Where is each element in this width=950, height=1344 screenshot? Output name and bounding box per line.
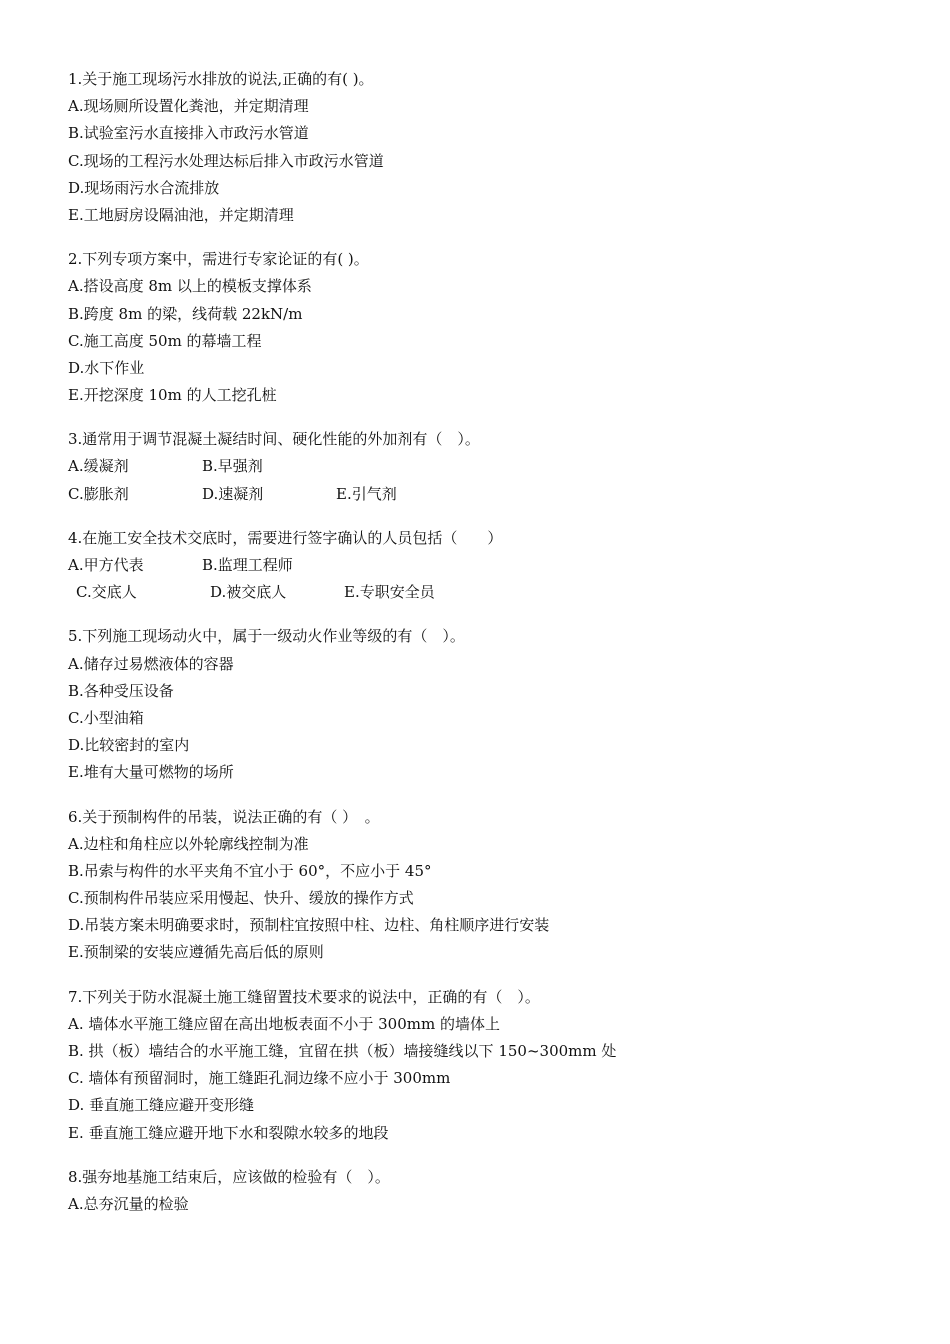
option-e: E.开挖深度 10m 的人工挖孔桩 <box>68 386 277 405</box>
question-4 <box>68 525 928 607</box>
option-d: D. 垂直施工缝应避开变形缝 <box>68 1096 255 1115</box>
option-b: B.监理工程师 <box>202 556 293 574</box>
option-a: A.甲方代表 <box>68 556 144 574</box>
option-c: C.小型油箱 <box>68 708 144 727</box>
document-body <box>68 66 928 1235</box>
question-stem: 5.下列施工现场动火中，属于一级动火作业等级的有（ ）。 <box>68 627 465 646</box>
option-b: B.跨度 8m 的梁，线荷载 22kN/m <box>68 304 303 323</box>
question-stem: 4.在施工安全技术交底时，需要进行签字确认的人员包括（ ） <box>68 528 503 547</box>
option-a: A.总夯沉量的检验 <box>68 1194 189 1213</box>
option-d: D.比较密封的室内 <box>68 736 190 755</box>
option-a: A.现场厕所设置化粪池，并定期清理 <box>68 97 309 116</box>
option-b: B.试验室污水直接排入市政污水管道 <box>68 124 309 143</box>
option-b: B.各种受压设备 <box>68 681 174 700</box>
option-d: D.现场雨污水合流排放 <box>68 178 220 197</box>
question-5 <box>68 623 928 786</box>
option-d: D.速凝剂 <box>202 484 264 503</box>
question-1 <box>68 66 928 229</box>
option-c: C.施工高度 50m 的幕墙工程 <box>68 331 262 350</box>
option-e: E. 垂直施工缝应避开地下水和裂隙水较多的地段 <box>68 1123 389 1142</box>
question-2 <box>68 246 928 409</box>
option-d: D.被交底人 <box>210 583 287 602</box>
option-a: A.缓凝剂 <box>68 457 129 476</box>
question-3 <box>68 426 928 508</box>
option-row <box>68 453 928 480</box>
option-c: C.交底人 <box>76 583 137 602</box>
option-row <box>68 481 928 508</box>
question-stem: 1.关于施工现场污水排放的说法,正确的有( )。 <box>68 70 374 88</box>
question-stem: 6.关于预制构件的吊装，说法正确的有（ ） 。 <box>68 807 380 826</box>
question-7 <box>68 984 928 1147</box>
option-d: D.吊装方案未明确要求时，预制柱宜按照中柱、边柱、角柱顺序进行安装 <box>68 916 550 935</box>
option-c: C.膨胀剂 <box>68 484 129 503</box>
question-stem: 2.下列专项方案中，需进行专家论证的有( )。 <box>68 250 369 269</box>
option-a: A. 墙体水平施工缝应留在高出地板表面不小于 300mm 的墙体上 <box>68 1014 500 1033</box>
option-b: B. 拱（板）墙结合的水平施工缝，宜留在拱（板）墙接缝线以下 150~300mm 处 <box>68 1042 617 1060</box>
option-c: C. 墙体有预留洞时，施工缝距孔洞边缘不应小于 300mm <box>68 1069 451 1088</box>
option-a: A.储存过易燃液体的容器 <box>68 654 234 673</box>
option-a: A.搭设高度 8m 以上的模板支撑体系 <box>68 277 312 296</box>
option-d: D.水下作业 <box>68 358 145 377</box>
option-row <box>68 552 928 579</box>
question-stem: 3.通常用于调节混凝土凝结时间、硬化性能的外加剂有（ ）。 <box>68 430 480 449</box>
question-stem: 7.下列关于防水混凝土施工缝留置技术要求的说法中，正确的有（ ）。 <box>68 987 540 1006</box>
option-b: B.早强剂 <box>202 457 263 476</box>
option-b: B.吊索与构件的水平夹角不宜小于 60°，不应小于 45° <box>68 861 432 880</box>
question-stem: 8.强夯地基施工结束后，应该做的检验有（ ）。 <box>68 1167 390 1186</box>
option-row <box>68 579 928 606</box>
question-6 <box>68 804 928 967</box>
option-e: E.引气剂 <box>336 484 397 503</box>
option-e: E.工地厨房设隔油池，并定期清理 <box>68 205 294 224</box>
option-a: A.边柱和角柱应以外轮廓线控制为准 <box>68 834 309 853</box>
option-c: C.现场的工程污水处理达标后排入市政污水管道 <box>68 151 384 170</box>
option-e: E.专职安全员 <box>344 583 435 602</box>
option-c: C.预制构件吊装应采用慢起、快升、缓放的操作方式 <box>68 889 414 908</box>
option-e: E.堆有大量可燃物的场所 <box>68 763 234 782</box>
question-8 <box>68 1164 928 1218</box>
option-e: E.预制梁的安装应遵循先高后低的原则 <box>68 943 324 962</box>
